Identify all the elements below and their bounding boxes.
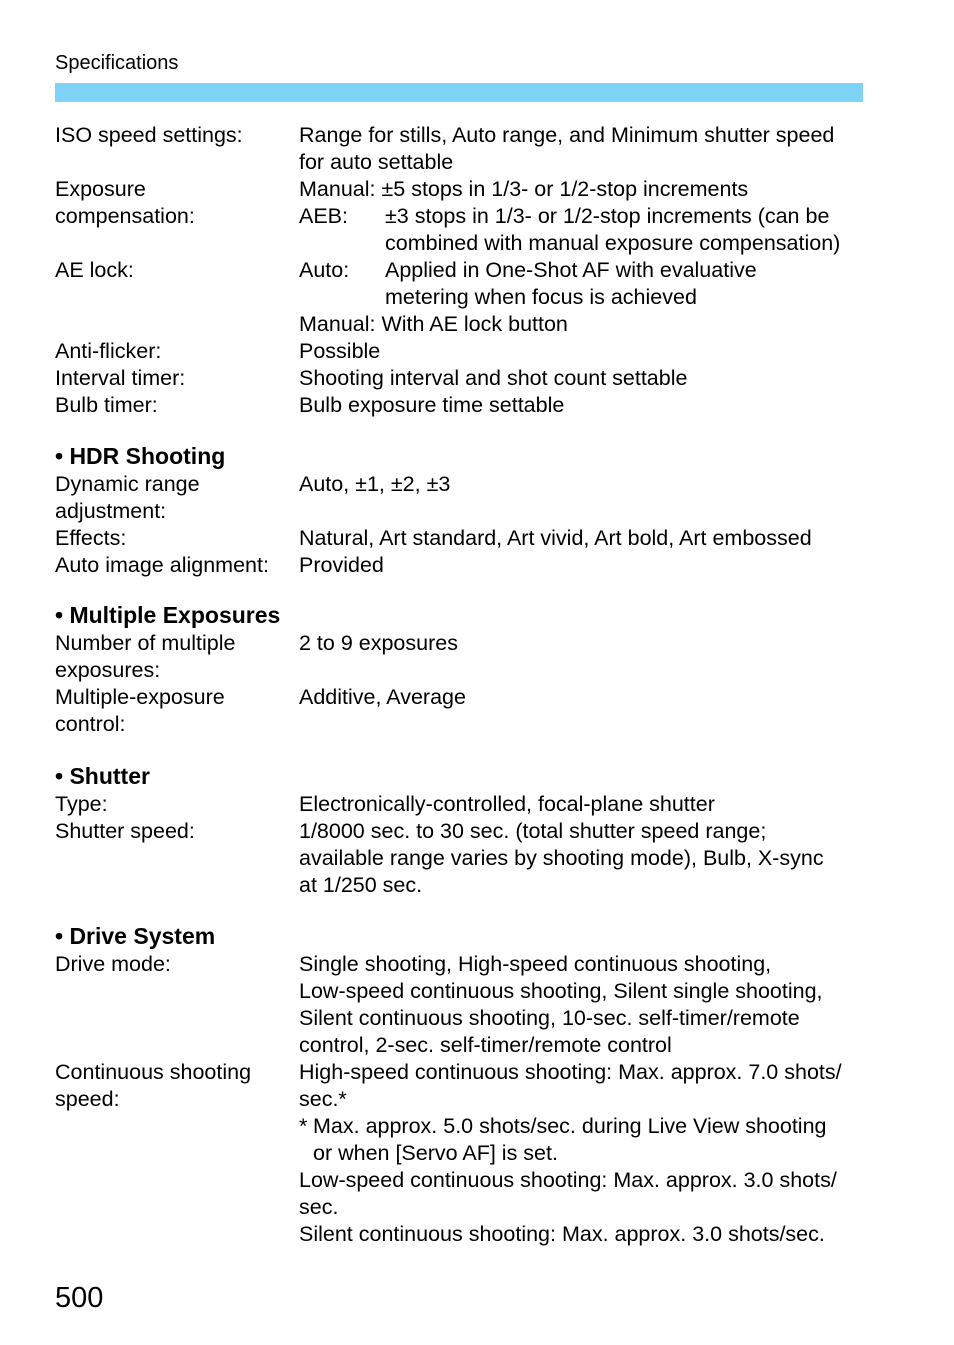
spec-label	[55, 684, 299, 738]
spec-line: Max. approx. 5.0 shots/sec. during Live View shooting	[313, 1114, 827, 1138]
ae-lock-auto-value	[385, 257, 865, 311]
spec-label: Bulb timer:	[55, 393, 158, 417]
spec-line: Manual: With AE lock button	[299, 312, 568, 336]
spec-row-anti-flicker	[55, 338, 865, 365]
spec-line: Low-speed continuous shooting: Max. approx. 3.0 shots/	[299, 1168, 837, 1192]
spec-line: Silent continuous shooting, 10-sec. self-timer/remote	[299, 1006, 800, 1030]
spec-value: Natural, Art standard, Art vivid, Art bold, Art embossed	[299, 526, 812, 550]
aeb-value	[385, 203, 865, 257]
spec-line: at 1/250 sec.	[299, 873, 423, 897]
spec-line: Manual: ±5 stops in 1/3- or 1/2-stop increments	[299, 177, 749, 201]
spec-line: Low-speed continuous shooting, Silent single shooting,	[299, 979, 823, 1003]
spec-line: ±3 stops in 1/3- or 1/2-stop increments (can be	[385, 204, 830, 228]
spec-line: 1/8000 sec. to 30 sec. (total shutter speed range;	[299, 819, 767, 843]
spec-value: 2 to 9 exposures	[299, 631, 458, 655]
spec-label-line: control:	[55, 712, 126, 736]
spec-row-ae-lock	[55, 257, 865, 338]
footnote-text	[313, 1113, 865, 1167]
spec-label: Shutter speed:	[55, 819, 195, 843]
spec-line: sec.	[299, 1195, 339, 1219]
spec-label	[55, 630, 299, 684]
spec-line: Single shooting, High-speed continuous shooting,	[299, 952, 772, 976]
ae-lock-auto-entry	[299, 257, 865, 311]
spec-line: for auto settable	[299, 150, 454, 174]
spec-value: Auto, ±1, ±2, ±3	[299, 472, 451, 496]
spec-label: Type:	[55, 792, 108, 816]
spec-label-line: Number of multiple	[55, 631, 236, 655]
spec-label: Drive mode:	[55, 952, 171, 976]
spec-row-number-of-exposures	[55, 630, 865, 684]
spec-row-continuous-shooting-speed	[55, 1059, 865, 1248]
spec-line: metering when focus is achieved	[385, 285, 697, 309]
page-number: 500	[55, 1282, 104, 1314]
spec-value: Possible	[299, 339, 381, 363]
spec-row-iso	[55, 122, 865, 176]
spec-row-effects	[55, 525, 865, 552]
aeb-key: AEB:	[299, 204, 348, 228]
spec-label	[55, 1059, 299, 1248]
spec-value	[299, 951, 865, 1059]
spec-label: AE lock:	[55, 258, 134, 282]
spec-row-dynamic-range	[55, 471, 865, 525]
spec-label-line: Continuous shooting	[55, 1060, 252, 1084]
spec-line: Applied in One-Shot AF with evaluative	[385, 258, 757, 282]
spec-label-line: compensation:	[55, 204, 195, 228]
spec-line: or when [Servo AF] is set.	[313, 1141, 558, 1165]
spec-value: Shooting interval and shot count settable	[299, 366, 688, 390]
spec-value: Bulb exposure time settable	[299, 393, 565, 417]
spec-line: Range for stills, Auto range, and Minimum shutter speed	[299, 123, 835, 147]
spec-value	[299, 1059, 865, 1248]
spec-value	[299, 122, 865, 176]
spec-label-line: adjustment:	[55, 499, 167, 523]
spec-value: Electronically-controlled, focal-plane shutter	[299, 792, 715, 816]
spec-row-shutter-speed	[55, 818, 865, 899]
spec-label-line: Multiple-exposure	[55, 685, 225, 709]
spec-row-exposure-compensation	[55, 176, 865, 257]
section-heading-hdr: • HDR Shooting	[55, 443, 226, 469]
spec-row-interval-timer	[55, 365, 865, 392]
ae-lock-auto-key: Auto:	[299, 258, 350, 282]
spec-label-line: speed:	[55, 1087, 120, 1111]
footnote	[299, 1113, 865, 1167]
spec-line: combined with manual exposure compensation)	[385, 231, 841, 255]
footnote-mark: *	[299, 1114, 308, 1138]
spec-value	[299, 818, 865, 899]
spec-value: Additive, Average	[299, 685, 466, 709]
spec-line: available range varies by shooting mode), Bulb, X-sync	[299, 846, 824, 870]
spec-label	[55, 176, 299, 257]
spec-label: Auto image alignment:	[55, 553, 269, 577]
header-bar	[55, 83, 863, 102]
spec-label: Interval timer:	[55, 366, 186, 390]
spec-value	[299, 257, 865, 338]
spec-row-shutter-type	[55, 791, 865, 818]
aeb-entry	[299, 203, 865, 257]
spec-line: sec.*	[299, 1087, 347, 1111]
spec-row-drive-mode	[55, 951, 865, 1059]
spec-value	[299, 176, 865, 257]
spec-label-line: Dynamic range	[55, 472, 200, 496]
spec-label-line: exposures:	[55, 658, 161, 682]
spec-line: High-speed continuous shooting: Max. approx. 7.0 shots/	[299, 1060, 842, 1084]
spec-value: Provided	[299, 553, 384, 577]
spec-label-line: Exposure	[55, 177, 146, 201]
spec-row-multiple-exposure-control	[55, 684, 865, 738]
spec-line: control, 2-sec. self-timer/remote control	[299, 1033, 672, 1057]
spec-label: Effects:	[55, 526, 127, 550]
spec-label	[55, 471, 299, 525]
section-heading-drive-system: • Drive System	[55, 923, 216, 949]
spec-row-bulb-timer	[55, 392, 865, 419]
spec-line: Silent continuous shooting: Max. approx. 3.0 shots/sec.	[299, 1222, 825, 1246]
spec-label: Anti-flicker:	[55, 339, 162, 363]
section-heading-multiple-exposures: • Multiple Exposures	[55, 602, 281, 628]
header-label: Specifications	[55, 52, 179, 74]
spec-row-auto-image-alignment	[55, 552, 865, 579]
spec-label: ISO speed settings:	[55, 123, 243, 147]
section-heading-shutter: • Shutter	[55, 763, 150, 789]
spec-content	[55, 122, 865, 1248]
